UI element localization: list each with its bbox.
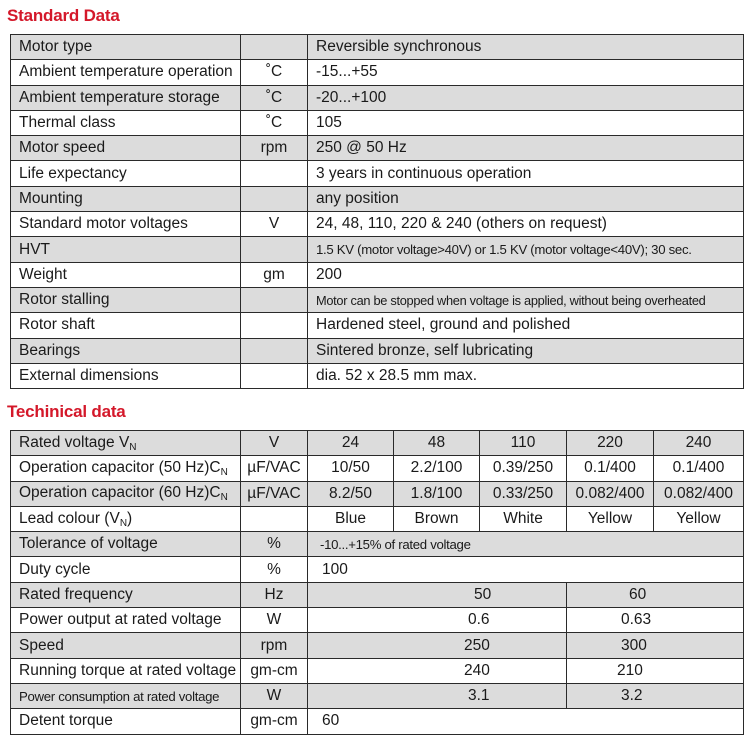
value-cell: 24	[308, 431, 394, 456]
unit-cell	[241, 237, 308, 262]
value-cell: White	[480, 506, 567, 531]
value-50hz: 240	[308, 658, 567, 683]
value-cell: 240	[654, 431, 744, 456]
unit-cell: W	[241, 683, 308, 708]
value-60hz: 210	[567, 658, 744, 683]
value-cell: Yellow	[567, 506, 654, 531]
unit-cell: %	[241, 557, 308, 582]
value-cell: 60	[308, 709, 744, 734]
param-label: Duty cycle	[11, 557, 241, 582]
param-label: Motor speed	[11, 136, 241, 161]
unit-cell: µF/VAC	[241, 456, 308, 481]
value-cell: 110	[480, 431, 567, 456]
unit-cell: ˚C	[241, 60, 308, 85]
table-row	[11, 110, 744, 135]
value-cell: -15...+55	[308, 60, 744, 85]
param-label: Life expectancy	[11, 161, 241, 186]
param-label: Rotor stalling	[11, 287, 241, 312]
unit-cell: rpm	[241, 633, 308, 658]
value-cell: Hardened steel, ground and polished	[308, 313, 744, 338]
value-60hz: 0.63	[567, 608, 744, 633]
table-row	[11, 557, 744, 582]
table-row	[11, 60, 744, 85]
value-cell: 8.2/50	[308, 481, 394, 506]
value-cell: 0.082/400	[654, 481, 744, 506]
param-label: Detent torque	[11, 709, 241, 734]
value-cell: Motor can be stopped when voltage is applied, without being overheated	[308, 287, 744, 312]
value-cell: 0.1/400	[567, 456, 654, 481]
value-cell: -10...+15% of rated voltage	[308, 532, 744, 557]
value-cell: dia. 52 x 28.5 mm max.	[308, 363, 744, 388]
value-cell: Brown	[394, 506, 480, 531]
table-row	[11, 287, 744, 312]
param-label: Power output at rated voltage	[11, 608, 241, 633]
value-cell: Sintered bronze, self lubricating	[308, 338, 744, 363]
value-50hz: 3.1	[308, 683, 567, 708]
unit-cell: Hz	[241, 582, 308, 607]
value-cell: 0.33/250	[480, 481, 567, 506]
value-60hz: 3.2	[567, 683, 744, 708]
table-row	[11, 608, 744, 633]
value-cell: 0.1/400	[654, 456, 744, 481]
table-row	[11, 85, 744, 110]
param-label: Thermal class	[11, 110, 241, 135]
value-50hz: 250	[308, 633, 567, 658]
table-row	[11, 212, 744, 237]
unit-cell: W	[241, 608, 308, 633]
unit-cell: gm	[241, 262, 308, 287]
param-label: Standard motor voltages	[11, 212, 241, 237]
param-label: Power consumption at rated voltage	[11, 683, 241, 708]
table-row	[11, 456, 744, 481]
table-row	[11, 658, 744, 683]
standard-data-title: Standard Data	[7, 6, 120, 25]
value-cell: 250 @ 50 Hz	[308, 136, 744, 161]
table-row	[11, 481, 744, 506]
unit-cell: ˚C	[241, 85, 308, 110]
table-row	[11, 683, 744, 708]
unit-cell: rpm	[241, 136, 308, 161]
value-cell: 0.39/250	[480, 456, 567, 481]
value-cell: Blue	[308, 506, 394, 531]
param-label: Tolerance of voltage	[11, 532, 241, 557]
unit-cell: V	[241, 212, 308, 237]
technical-data-title: Techinical data	[7, 402, 126, 421]
unit-cell: gm-cm	[241, 709, 308, 734]
value-cell: 3 years in continuous operation	[308, 161, 744, 186]
table-row	[11, 633, 744, 658]
unit-cell: gm-cm	[241, 658, 308, 683]
value-60hz: 60	[567, 582, 744, 607]
table-row	[11, 262, 744, 287]
unit-cell: µF/VAC	[241, 481, 308, 506]
value-cell: 200	[308, 262, 744, 287]
param-label: External dimensions	[11, 363, 241, 388]
value-cell: -20...+100	[308, 85, 744, 110]
unit-cell	[241, 506, 308, 531]
table-row	[11, 313, 744, 338]
value-cell: Reversible synchronous	[308, 35, 744, 60]
param-label: Running torque at rated voltage	[11, 658, 241, 683]
value-cell: 1.5 KV (motor voltage>40V) or 1.5 KV (motor voltage<40V); 30 sec.	[308, 237, 744, 262]
table-row	[11, 161, 744, 186]
param-label: Ambient temperature operation	[11, 60, 241, 85]
unit-cell	[241, 363, 308, 388]
value-50hz: 50	[308, 582, 567, 607]
technical-data-table	[10, 430, 744, 735]
param-label: Lead colour $(V_N)$	[11, 506, 241, 531]
unit-cell	[241, 161, 308, 186]
value-cell: 0.082/400	[567, 481, 654, 506]
value-50hz: 0.6	[308, 608, 567, 633]
value-cell: 100	[308, 557, 744, 582]
standard-data-table	[10, 34, 744, 389]
unit-cell: ˚C	[241, 110, 308, 135]
value-cell: Yellow	[654, 506, 744, 531]
param-label: Rated voltage $V_N$	[11, 431, 241, 456]
value-cell: 2.2/100	[394, 456, 480, 481]
table-row	[11, 363, 744, 388]
unit-cell: %	[241, 532, 308, 557]
table-row	[11, 136, 744, 161]
table-row	[11, 35, 744, 60]
value-cell: any position	[308, 186, 744, 211]
value-cell: 24, 48, 110, 220 & 240 (others on request)	[308, 212, 744, 237]
unit-cell	[241, 186, 308, 211]
table-row	[11, 186, 744, 211]
param-label: Motor type	[11, 35, 241, 60]
value-cell: 48	[394, 431, 480, 456]
unit-cell	[241, 313, 308, 338]
table-row	[11, 338, 744, 363]
param-label: Bearings	[11, 338, 241, 363]
unit-cell: V	[241, 431, 308, 456]
value-cell: 105	[308, 110, 744, 135]
param-label: Operation capacitor (50 $Hz)C_N$	[11, 456, 241, 481]
param-label: Ambient temperature storage	[11, 85, 241, 110]
param-label: Mounting	[11, 186, 241, 211]
value-60hz: 300	[567, 633, 744, 658]
value-cell: 10/50	[308, 456, 394, 481]
param-label: HVT	[11, 237, 241, 262]
param-label: Weight	[11, 262, 241, 287]
table-row	[11, 431, 744, 456]
table-row	[11, 532, 744, 557]
param-label: Speed	[11, 633, 241, 658]
param-label: Operation capacitor (60 $Hz)C_N$	[11, 481, 241, 506]
table-row	[11, 582, 744, 607]
value-cell: 1.8/100	[394, 481, 480, 506]
param-label: Rotor shaft	[11, 313, 241, 338]
table-row	[11, 709, 744, 734]
table-row	[11, 506, 744, 531]
value-cell: 220	[567, 431, 654, 456]
param-label: Rated frequency	[11, 582, 241, 607]
table-row	[11, 237, 744, 262]
unit-cell	[241, 338, 308, 363]
unit-cell	[241, 287, 308, 312]
unit-cell	[241, 35, 308, 60]
